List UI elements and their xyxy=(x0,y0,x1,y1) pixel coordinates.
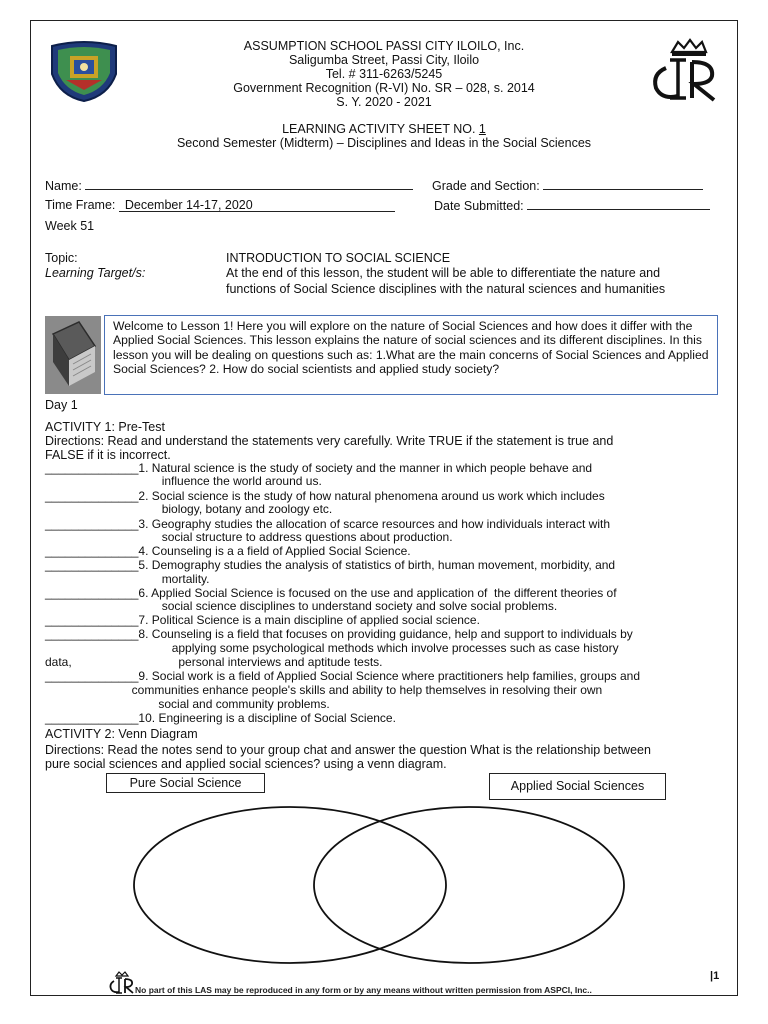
sheet-title-prefix: LEARNING ACTIVITY SHEET NO. xyxy=(282,122,479,136)
pretest-item-6-line2: social science disciplines to understand society and solve social problems. xyxy=(45,599,558,613)
pretest-item-3-line2: social structure to address questions about production. xyxy=(45,530,453,544)
pretest-item-9-line1[interactable]: ______________9. Social work is a field of Applied Social Science where practitioners help families, groups and xyxy=(45,669,641,683)
copyright-notice: No part of this LAS may be reproduced in any form or by any means without written permission from ASPCI, Inc.. xyxy=(135,985,592,995)
pretest-item-3-line1[interactable]: ______________3. Geography studies the allocation of scarce resources and how individuals interact with xyxy=(45,517,611,531)
pretest-item-5-line2: mortality. xyxy=(45,572,210,586)
venn-left-circle[interactable] xyxy=(134,807,446,963)
topic-label: Topic: xyxy=(45,251,78,265)
grade-section-label: Grade and Section: xyxy=(432,179,540,193)
applied-social-sciences-label: Applied Social Sciences xyxy=(489,773,666,800)
school-telephone: Tel. # 311-6263/5245 xyxy=(325,67,443,81)
time-frame-value: December 14-17, 2020 xyxy=(119,199,395,212)
pretest-item-1-line1[interactable]: ______________1. Natural science is the study of society and the manner in which people behave and xyxy=(45,461,593,475)
pure-social-science-label: Pure Social Science xyxy=(106,773,265,793)
pretest-item-9-line2: communities enhance people's skills and ability to help themselves in resolving their own xyxy=(45,683,603,697)
school-year: S. Y. 2020 - 2021 xyxy=(336,95,432,109)
pretest-item-10-line1[interactable]: ______________10. Engineering is a discipline of Social Science. xyxy=(45,711,396,725)
day-label: Day 1 xyxy=(45,398,78,412)
school-name: ASSUMPTION SCHOOL PASSI CITY ILOILO, Inc. xyxy=(243,39,525,53)
pretest-item-5-line1[interactable]: ______________5. Demography studies the analysis of statistics of birth, human movement, morbidity, and xyxy=(45,558,616,572)
activity1-directions-line2: FALSE if it is incorrect. xyxy=(45,448,171,462)
sheet-number: 1 xyxy=(478,122,486,136)
school-address: Saligumba Street, Passi City, Iloilo xyxy=(288,53,480,67)
activity2-directions-line1: Directions: Read the notes send to your group chat and answer the question What is the relationship between xyxy=(45,743,651,757)
lesson-intro-box: Welcome to Lesson 1! Here you will explore on the nature of Social Sciences and how does it differ with the Applied Social Sciences. This lesson explains the nature of social sciences and its different disciplines. In this lesson you will be dealing on questions such as: 1.What are the main concerns of Social Sciences and Applied Social Sciences? 2. How do social scientists and applied study society? xyxy=(104,315,718,395)
pretest-item-8-line1[interactable]: ______________8. Counseling is a field that focuses on providing guidance, help and support to individuals by xyxy=(45,627,633,641)
government-recognition: Government Recognition (R-VI) No. SR – 028, s. 2014 xyxy=(233,81,535,95)
pretest-item-8-line2: applying some psychological methods which involve processes such as case history xyxy=(45,641,619,655)
activity2-directions-line2: pure social sciences and applied social sciences? using a venn diagram. xyxy=(45,757,447,771)
pretest-item-1-line2: influence the world around us. xyxy=(45,474,322,488)
venn-diagram[interactable] xyxy=(100,805,660,970)
venn-right-circle[interactable] xyxy=(314,807,624,963)
name-label: Name: xyxy=(45,179,82,193)
activity1-title: ACTIVITY 1: Pre-Test xyxy=(45,420,165,434)
grade-section-blank[interactable] xyxy=(543,178,703,190)
date-submitted-field[interactable] xyxy=(434,198,710,213)
pretest-item-8-line3: data, personal interviews and aptitude tests. xyxy=(45,655,383,669)
activity1-directions-line1: Directions: Read and understand the statements very carefully. Write TRUE if the statement is true and xyxy=(45,434,614,448)
time-frame-label: Time Frame: xyxy=(45,198,116,212)
pretest-item-9-line3: social and community problems. xyxy=(45,697,330,711)
sheet-subtitle: Second Semester (Midterm) – Disciplines and Ideas in the Social Sciences xyxy=(176,136,592,150)
book-icon xyxy=(45,316,101,394)
pretest-item-2-line1[interactable]: ______________2. Social science is the study of how natural phenomena around us work which includes xyxy=(45,489,605,503)
page-number: |1 xyxy=(710,970,720,982)
pretest-item-2-line2: biology, botany and zoology etc. xyxy=(45,502,333,516)
pretest-item-6-line1[interactable]: ______________6. Applied Social Science is focused on the use and application of the different theories of xyxy=(45,586,617,600)
topic-value: INTRODUCTION TO SOCIAL SCIENCE xyxy=(226,251,451,265)
name-blank[interactable] xyxy=(85,178,413,190)
learning-target-line2: functions of Social Science disciplines with the natural sciences and humanities xyxy=(226,282,666,296)
week-label: Week 51 xyxy=(45,219,95,233)
date-submitted-label: Date Submitted: xyxy=(434,199,524,213)
time-frame-field xyxy=(45,198,395,212)
date-submitted-blank[interactable] xyxy=(527,198,710,210)
pretest-item-7-line1[interactable]: ______________7. Political Science is a main discipline of applied social science. xyxy=(45,613,480,627)
learning-target-label: Learning Target/s: xyxy=(45,266,146,280)
footer-monogram-icon xyxy=(108,971,136,995)
activity2-title: ACTIVITY 2: Venn Diagram xyxy=(45,727,198,741)
grade-section-field[interactable] xyxy=(432,178,703,193)
sheet-title xyxy=(0,122,768,137)
pretest-item-4-line1[interactable]: ______________4. Counseling is a a field of Applied Social Science. xyxy=(45,544,411,558)
name-field[interactable] xyxy=(45,178,413,193)
learning-target-line1: At the end of this lesson, the student will be able to differentiate the nature and xyxy=(226,266,661,280)
